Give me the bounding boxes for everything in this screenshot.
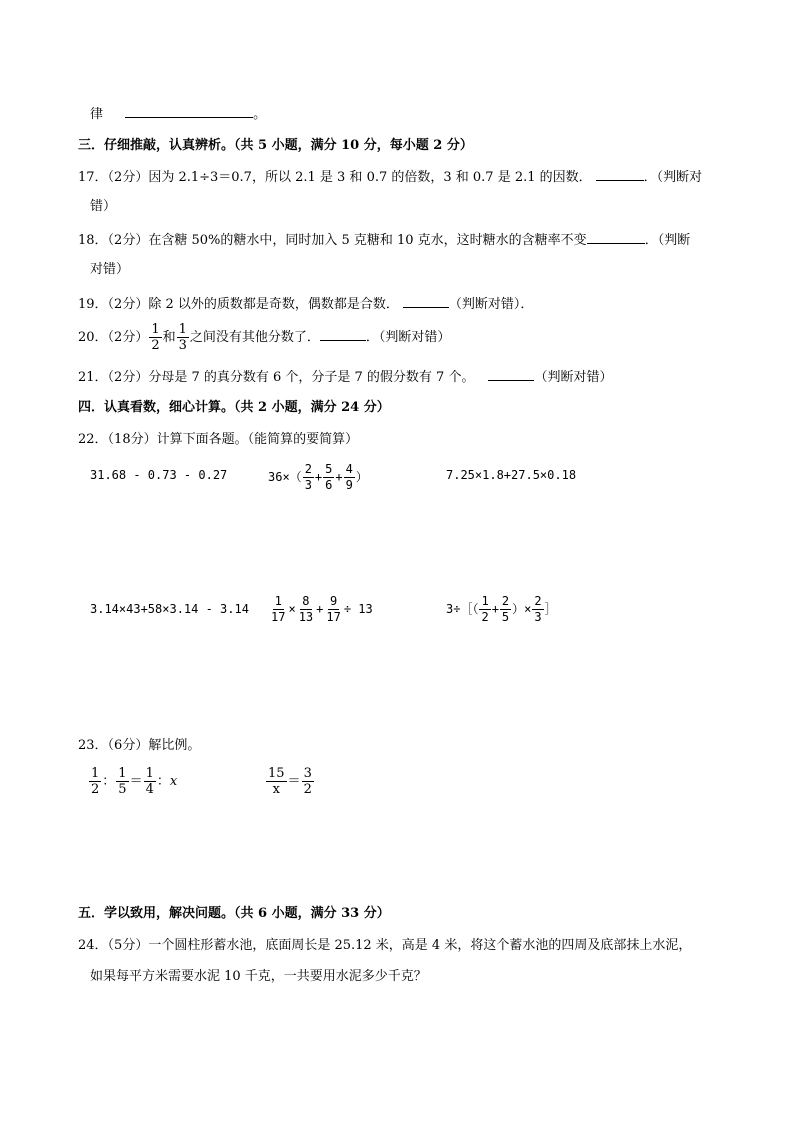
proportion-1: $\frac{1}{2}$ ： $\frac{1}{5}$ ＝ $\frac{1}{4}$ ：x (91, 766, 178, 797)
fraction: $\frac{1}{2}$ (91, 766, 100, 797)
section-4-title: 四．认真看数，细心计算。（共 2 小题，满分 24 分） (78, 400, 390, 415)
answer-blank[interactable] (403, 294, 449, 308)
expression-6: 3÷［（ $\frac{1}{2}$ + $\frac{2}{5}$ ）× $\frac{2}{3}$ ］ (446, 594, 557, 624)
fraction: $\frac{1}{4}$ (145, 766, 154, 797)
expression-3: 7.25×1.8+27.5×0.18 (446, 468, 577, 482)
question-19: 19．（2分）除 2 以外的质数都是奇数，偶数都是合数． （判断对错）． (78, 294, 533, 314)
fraction: $\frac{3}{2}$ (303, 766, 312, 797)
fraction: $\frac{2}{5}$ (501, 594, 510, 624)
answer-blank[interactable] (320, 327, 366, 341)
question-21: 21．（2分）分母是 7 的真分数有 6 个，分子是 7 的假分数有 7 个。 （判断对错） (78, 367, 612, 387)
expression-5: $\frac{1}{17}$ × $\frac{8}{13}$ + $\frac{9}{17}$ ÷ 13 (271, 594, 373, 624)
expression-2: 36×（ $\frac{2}{3}$ + $\frac{5}{6}$ + $\frac{4}{9}$ ） (268, 462, 368, 492)
section-5-title: 五．学以致用，解决问题。（共 6 小题，满分 33 分） (78, 906, 390, 921)
fraction: $\frac{1}{17}$ (271, 594, 286, 624)
question-24: 24．（5分）一个圆柱形蓄水池，底面周长是 25.12 米，高是 4 米，将这个蓄水池的四周及底部抹上水泥， (78, 938, 692, 953)
question-20: 20．（2分） $\frac{1}{2}$ 和 $\frac{1}{3}$ 之间没有其他分数了． ．（判断对错） (78, 322, 451, 353)
section-3-title: 三．仔细推敲，认真辨析。（共 5 小题，满分 10 分，每小题 2 分） (78, 138, 473, 153)
question-24-cont: 如果每平方米需要水泥 10 千克，一共要用水泥多少千克？ (90, 969, 427, 984)
question-22-title: 22．（18分）计算下面各题。（能简算的要简算） (78, 432, 359, 447)
fraction: $\frac{8}{13}$ (298, 594, 314, 624)
fraction: $\frac{1}{2}$ (151, 322, 160, 353)
proportion-2: $\frac{15}{x}$ ＝ $\frac{3}{2}$ (268, 766, 312, 797)
fraction: $\frac{1}{3}$ (178, 322, 187, 353)
answer-blank[interactable] (125, 104, 253, 118)
question-18-cont: 对错） (90, 262, 130, 277)
fraction: $\frac{9}{17}$ (326, 594, 341, 624)
fraction: $\frac{15}{x}$ (268, 766, 285, 797)
fraction: $\frac{2}{3}$ (304, 462, 312, 492)
question-17: 17．（2分）因为 2.1÷3＝0.7，所以 2.1 是 3 和 0.7 的倍数，3 和 0.7 是 2.1 的因数． ．（判断对 (78, 167, 702, 187)
answer-blank[interactable] (596, 167, 644, 181)
expression-1: 31.68 - 0.73 - 0.27 (90, 468, 228, 482)
answer-blank[interactable] (587, 230, 645, 244)
expression-4: 3.14×43+58×3.14 - 3.14 (90, 602, 249, 616)
fraction: $\frac{5}{6}$ (325, 462, 333, 492)
q16-tail: 律 。 (90, 104, 266, 124)
answer-blank[interactable] (488, 367, 534, 381)
question-17-cont: 错） (90, 199, 117, 214)
fraction: $\frac{2}{3}$ (534, 594, 542, 624)
fraction: $\frac{1}{5}$ (118, 766, 127, 797)
fraction: $\frac{1}{2}$ (481, 594, 489, 624)
fraction: $\frac{4}{9}$ (345, 462, 353, 492)
question-18: 18．（2分）在含糖 50%的糖水中，同时加入 5 克糖和 10 克水，这时糖水的含糖率不变 ．（判断 (78, 230, 690, 250)
question-23-title: 23．（6分）解比例。 (78, 738, 201, 753)
